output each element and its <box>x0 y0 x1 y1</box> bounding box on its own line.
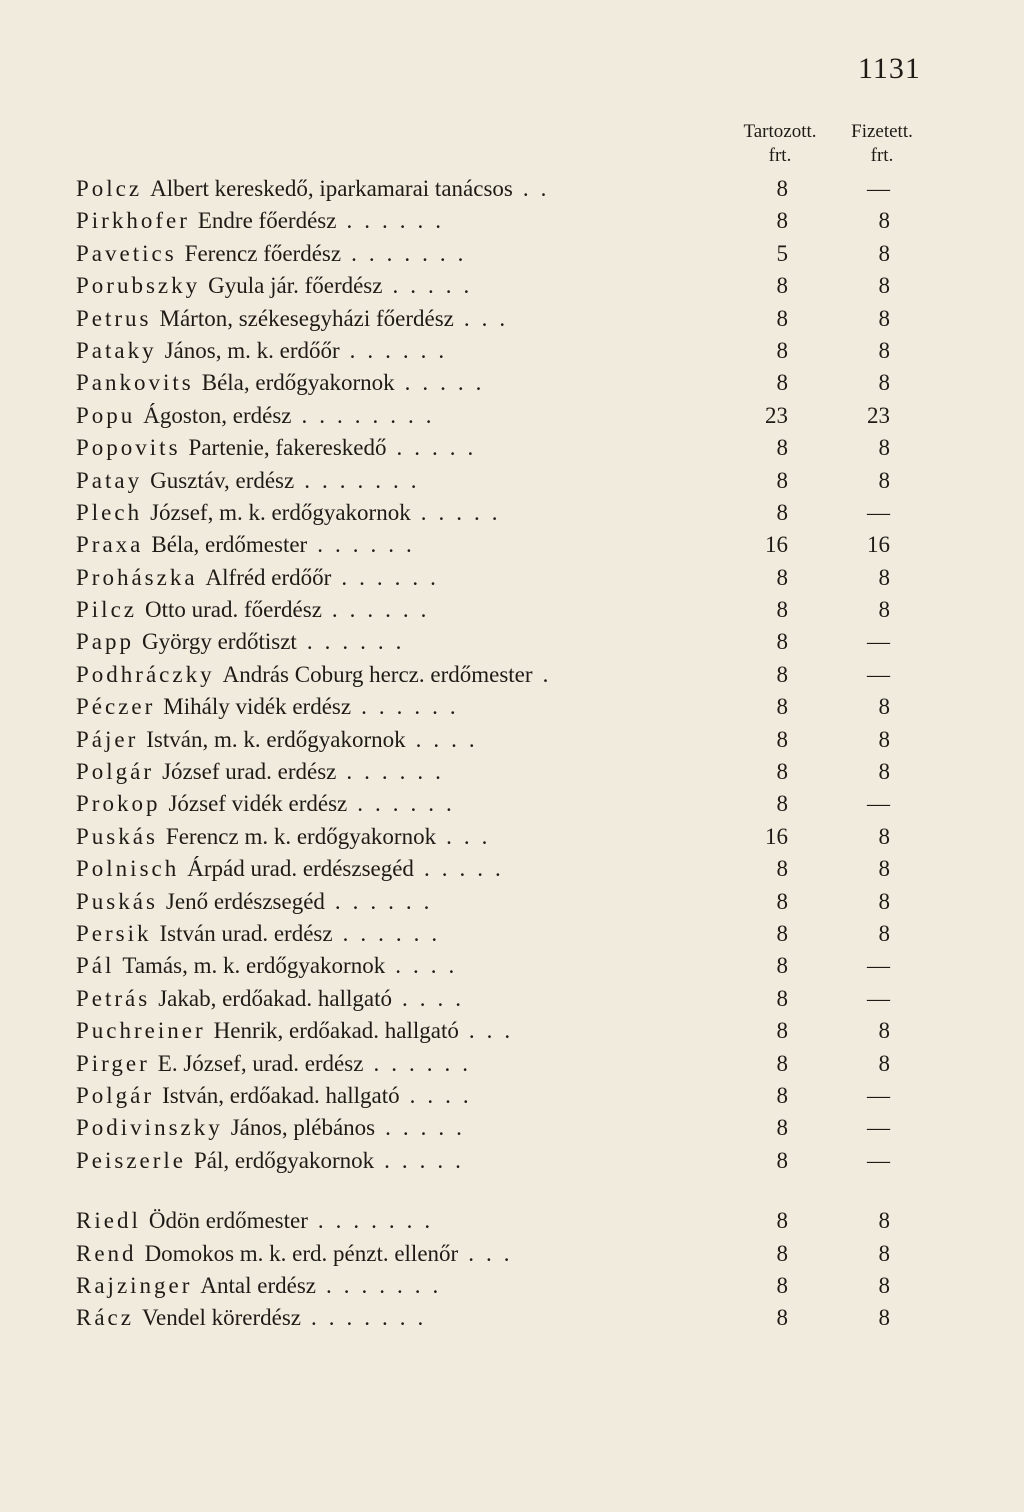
dot-leader: ...... <box>331 597 439 623</box>
list-item <box>0 1270 1024 1302</box>
owed-amount: 16 <box>765 532 788 558</box>
member-surname: Pirkhofer <box>76 208 190 234</box>
dot-leader: ....... <box>304 467 429 493</box>
owed-amount: 8 <box>776 597 788 623</box>
paid-amount: — <box>867 985 890 1011</box>
dot-leader: ...... <box>346 208 453 234</box>
paid-amount: 8 <box>878 759 890 785</box>
member-description: István, m. k. erdőgyakornok <box>146 726 406 752</box>
column-paid-unit: frt. <box>870 145 894 166</box>
entry-text <box>76 886 756 918</box>
dot-leader: ..... <box>423 856 513 882</box>
member-description: Ferencz főerdész <box>184 240 342 266</box>
paid-amount: 8 <box>878 564 890 590</box>
paid-amount: — <box>867 176 890 201</box>
list-item <box>0 788 1024 820</box>
entry-text <box>76 173 756 205</box>
list-item <box>0 562 1024 594</box>
paid-amount: 8 <box>878 1050 890 1076</box>
owed-amount: 8 <box>776 1240 788 1266</box>
dot-leader: ...... <box>306 629 414 655</box>
list-item <box>0 1080 1024 1112</box>
member-description: Gusztáv, erdész <box>150 467 295 493</box>
column-owed-label: Tartozott. <box>743 121 817 142</box>
member-surname: Podhráczky <box>76 661 215 687</box>
member-surname: Pál <box>76 953 115 979</box>
list-item <box>0 1112 1024 1144</box>
list-item <box>0 659 1024 691</box>
entry-text <box>76 497 756 529</box>
list-item <box>0 1145 1024 1177</box>
list-item <box>0 1048 1024 1080</box>
owed-amount: 8 <box>776 791 788 817</box>
member-surname: Porubszky <box>76 273 201 299</box>
entry-text <box>76 1145 756 1177</box>
entry-text <box>76 1112 756 1144</box>
dot-leader: ...... <box>357 791 464 817</box>
member-description: Béla, erdőgyakornok <box>201 370 395 396</box>
list-item <box>0 821 1024 853</box>
paid-amount: 8 <box>878 208 890 234</box>
entry-text <box>76 432 756 464</box>
list-item <box>0 497 1024 529</box>
dot-leader: ...... <box>373 1050 480 1076</box>
dot-leader: ... <box>468 1240 522 1266</box>
entry-text <box>76 1080 756 1112</box>
owed-amount: 5 <box>776 240 788 266</box>
list-item <box>0 400 1024 432</box>
member-surname: Rácz <box>76 1305 134 1331</box>
dot-leader: ...... <box>346 759 453 785</box>
owed-amount: 8 <box>776 629 788 655</box>
dot-leader: ... <box>468 1018 523 1044</box>
owed-amount: 8 <box>776 273 788 299</box>
entry-text <box>76 529 756 561</box>
member-description: József urad. erdész <box>162 759 337 785</box>
member-surname: Polcz <box>76 176 143 201</box>
member-surname: Petrás <box>76 985 151 1011</box>
member-surname: Pavetics <box>76 240 177 266</box>
member-surname: Persik <box>76 920 152 946</box>
member-surname: Pilcz <box>76 597 137 623</box>
member-surname: Pataky <box>76 337 157 363</box>
paid-amount: 8 <box>878 1272 890 1298</box>
owed-amount: 8 <box>776 1147 788 1173</box>
paid-amount: 8 <box>878 1240 890 1266</box>
owed-amount: 8 <box>776 985 788 1011</box>
entry-text <box>76 238 756 270</box>
member-description: Pál, erdőgyakornok <box>194 1147 375 1173</box>
paid-amount: — <box>867 953 890 979</box>
list-item <box>0 238 1024 270</box>
member-surname: Pankovits <box>76 370 194 396</box>
owed-amount: 8 <box>776 661 788 687</box>
dot-leader: . <box>542 661 561 687</box>
entry-text <box>76 594 756 626</box>
paid-amount: 8 <box>878 337 890 363</box>
paid-amount: 8 <box>878 240 890 266</box>
member-surname: Prohászka <box>76 564 198 590</box>
paid-amount: 8 <box>878 823 890 849</box>
member-surname: Plech <box>76 499 143 525</box>
column-header-paid <box>832 120 932 168</box>
member-surname: Popovits <box>76 435 181 461</box>
dot-leader: ....... <box>351 240 476 266</box>
list-item <box>0 724 1024 756</box>
dot-leader: ...... <box>349 337 457 363</box>
entry-text <box>76 270 756 302</box>
dot-leader: ...... <box>361 694 468 720</box>
dot-leader: .... <box>415 726 487 752</box>
entry-text <box>76 303 756 335</box>
member-description: Jenő erdészsegéd <box>165 888 325 914</box>
paid-amount: 8 <box>878 370 890 396</box>
list-item <box>0 950 1024 982</box>
entry-text <box>76 1238 756 1270</box>
paid-amount: 8 <box>878 1018 890 1044</box>
member-surname: Pirger <box>76 1050 150 1076</box>
list-item <box>0 626 1024 658</box>
owed-amount: 8 <box>776 1305 788 1331</box>
member-description: Béla, erdőmester <box>151 532 308 558</box>
entry-text <box>76 724 756 756</box>
owed-amount: 8 <box>776 337 788 363</box>
owed-amount: 8 <box>776 920 788 946</box>
entry-text <box>76 1048 756 1080</box>
list-item <box>0 691 1024 723</box>
member-surname: Podivinszky <box>76 1115 223 1141</box>
member-description: Márton, székesegyházi főerdész <box>159 305 454 331</box>
list-item <box>0 432 1024 464</box>
entry-text <box>76 367 756 399</box>
member-surname: Petrus <box>76 305 152 331</box>
member-surname: Rend <box>76 1240 137 1266</box>
entry-text <box>76 821 756 853</box>
list-item <box>0 886 1024 918</box>
dot-leader: ..... <box>420 499 510 525</box>
list-item <box>0 1238 1024 1270</box>
member-surname: Puskás <box>76 888 158 914</box>
paid-amount: — <box>867 1082 890 1108</box>
paid-amount: 8 <box>878 435 890 461</box>
dot-leader: ..... <box>384 1147 473 1173</box>
owed-amount: 8 <box>776 759 788 785</box>
entry-text <box>76 562 756 594</box>
paid-amount: — <box>867 661 890 687</box>
member-description: Albert kereskedő, iparkamarai tanácsos <box>150 176 513 201</box>
owed-amount: 8 <box>776 1018 788 1044</box>
list-item <box>0 205 1024 237</box>
owed-amount: 8 <box>776 726 788 752</box>
member-description: Árpád urad. erdészsegéd <box>187 856 414 882</box>
member-description: István, erdőakad. hallgató <box>162 1082 400 1108</box>
member-surname: Polnisch <box>76 856 180 882</box>
dot-leader: ... <box>463 305 518 331</box>
dot-leader: ..... <box>396 435 486 461</box>
page-number: 1131 <box>858 52 921 85</box>
dot-leader: ...... <box>317 532 424 558</box>
entry-text <box>76 335 756 367</box>
member-description: Partenie, fakereskedő <box>188 435 387 461</box>
owed-amount: 8 <box>776 1050 788 1076</box>
member-description: András Coburg hercz. erdőmester <box>222 661 533 687</box>
owed-amount: 8 <box>776 1082 788 1108</box>
member-description: Tamás, m. k. erdőgyakornok <box>122 953 386 979</box>
owed-amount: 8 <box>776 370 788 396</box>
member-description: Ödön erdőmester <box>148 1208 308 1234</box>
owed-amount: 8 <box>776 1208 788 1234</box>
member-surname: Peiszerle <box>76 1147 187 1173</box>
member-description: Mihály vidék erdész <box>163 694 352 720</box>
owed-amount: 8 <box>776 467 788 493</box>
member-surname: Polgár <box>76 1082 155 1108</box>
entry-text <box>76 1015 756 1047</box>
paid-amount: 8 <box>878 856 890 882</box>
entry-text <box>76 659 756 691</box>
entry-text <box>76 205 756 237</box>
list-item <box>0 335 1024 367</box>
owed-amount: 8 <box>776 1272 788 1298</box>
list-item <box>0 529 1024 561</box>
member-surname: Praxa <box>76 532 144 558</box>
dot-leader: ........ <box>301 402 444 428</box>
member-description: Ferencz m. k. erdőgyakornok <box>165 823 437 849</box>
paid-amount: 8 <box>878 1305 890 1331</box>
entry-text <box>76 465 756 497</box>
paid-amount: 8 <box>878 920 890 946</box>
paid-amount: — <box>867 791 890 817</box>
list-item <box>0 173 1024 205</box>
member-surname: Patay <box>76 467 143 493</box>
paid-amount: 8 <box>878 694 890 720</box>
member-description: Alfréd erdőőr <box>205 564 332 590</box>
column-owed-unit: frt. <box>768 145 792 166</box>
member-surname: Polgár <box>76 759 155 785</box>
paid-amount: 8 <box>878 467 890 493</box>
owed-amount: 8 <box>776 1115 788 1141</box>
list-item <box>0 756 1024 788</box>
member-description: Domokos m. k. erd. pénzt. ellenőr <box>144 1240 459 1266</box>
member-surname: Popu <box>76 402 136 428</box>
entry-text <box>76 983 756 1015</box>
paid-amount: 8 <box>878 273 890 299</box>
dot-leader: ....... <box>326 1272 451 1298</box>
member-description: Henrik, erdőakad. hallgató <box>213 1018 459 1044</box>
dot-leader: .... <box>409 1082 481 1108</box>
dot-leader: ..... <box>385 1115 474 1141</box>
owed-amount: 8 <box>776 564 788 590</box>
owed-amount: 8 <box>776 953 788 979</box>
list-item <box>0 367 1024 399</box>
member-description: Otto urad. főerdész <box>145 597 322 623</box>
member-description: Gyula jár. főerdész <box>208 273 383 299</box>
list-item <box>0 1302 1024 1334</box>
entry-text <box>76 1270 756 1302</box>
dot-leader: ..... <box>404 370 494 396</box>
entry-text <box>76 788 756 820</box>
owed-amount: 8 <box>776 694 788 720</box>
paid-amount: 16 <box>867 532 890 558</box>
member-surname: Péczer <box>76 694 156 720</box>
member-surname: Riedl <box>76 1208 141 1234</box>
member-description: József, m. k. erdőgyakornok <box>150 499 411 525</box>
dot-leader: ...... <box>341 564 448 590</box>
owed-amount: 16 <box>765 823 788 849</box>
dot-leader: ....... <box>310 1305 436 1331</box>
entry-text <box>76 400 756 432</box>
entry-text <box>76 691 756 723</box>
dot-leader: ..... <box>392 273 482 299</box>
column-header-owed <box>730 120 830 168</box>
member-surname: Pájer <box>76 726 139 752</box>
dot-leader: .... <box>395 953 467 979</box>
list-item <box>0 853 1024 885</box>
entry-text <box>76 1302 756 1334</box>
member-surname: Puskás <box>76 823 158 849</box>
member-list <box>0 173 1024 1335</box>
list-item <box>0 303 1024 335</box>
list-item <box>0 1015 1024 1047</box>
owed-amount: 8 <box>776 305 788 331</box>
owed-amount: 8 <box>776 499 788 525</box>
list-item <box>0 983 1024 1015</box>
paid-amount: 8 <box>878 888 890 914</box>
list-item <box>0 1205 1024 1237</box>
dot-leader: .. <box>522 176 559 201</box>
entry-text <box>76 853 756 885</box>
member-surname: Rajzinger <box>76 1272 193 1298</box>
owed-amount: 8 <box>776 888 788 914</box>
owed-amount: 8 <box>776 856 788 882</box>
member-description: István urad. erdész <box>159 920 333 946</box>
paid-amount: 8 <box>878 1208 890 1234</box>
member-description: Endre főerdész <box>197 208 337 234</box>
entry-text <box>76 626 756 658</box>
entry-text <box>76 1205 756 1237</box>
owed-amount: 8 <box>776 435 788 461</box>
owed-amount: 23 <box>765 402 788 428</box>
member-description: Vendel körerdész <box>141 1305 301 1331</box>
paid-amount: — <box>867 1115 890 1141</box>
member-description: György erdőtiszt <box>142 629 297 655</box>
dot-leader: ... <box>446 823 500 849</box>
list-item <box>0 918 1024 950</box>
dot-leader: ....... <box>317 1208 443 1234</box>
paid-amount: 8 <box>878 305 890 331</box>
entry-text <box>76 950 756 982</box>
dot-leader: ...... <box>342 920 450 946</box>
member-surname: Puchreiner <box>76 1018 206 1044</box>
dot-leader: .... <box>401 985 473 1011</box>
list-item <box>0 270 1024 302</box>
member-surname: Prokop <box>76 791 161 817</box>
member-surname: Papp <box>76 629 134 655</box>
member-description: Ágoston, erdész <box>143 402 292 428</box>
column-paid-label: Fizetett. <box>851 121 913 142</box>
entry-text <box>76 918 756 950</box>
member-description: Antal erdész <box>200 1272 316 1298</box>
paid-amount: 23 <box>867 402 890 428</box>
member-description: József vidék erdész <box>168 791 348 817</box>
paid-amount: — <box>867 499 890 525</box>
member-description: János, m. k. erdőőr <box>164 337 340 363</box>
list-item <box>0 465 1024 497</box>
member-description: Jakab, erdőakad. hallgató <box>158 985 392 1011</box>
paid-amount: — <box>867 629 890 655</box>
owed-amount: 8 <box>776 208 788 234</box>
list-item <box>0 594 1024 626</box>
member-description: E. József, urad. erdész <box>157 1050 364 1076</box>
paid-amount: 8 <box>878 597 890 623</box>
paid-amount: — <box>867 1147 890 1173</box>
owed-amount: 8 <box>776 176 788 201</box>
paid-amount: 8 <box>878 726 890 752</box>
member-description: János, plébános <box>230 1115 376 1141</box>
dot-leader: ...... <box>334 888 442 914</box>
entry-text <box>76 756 756 788</box>
